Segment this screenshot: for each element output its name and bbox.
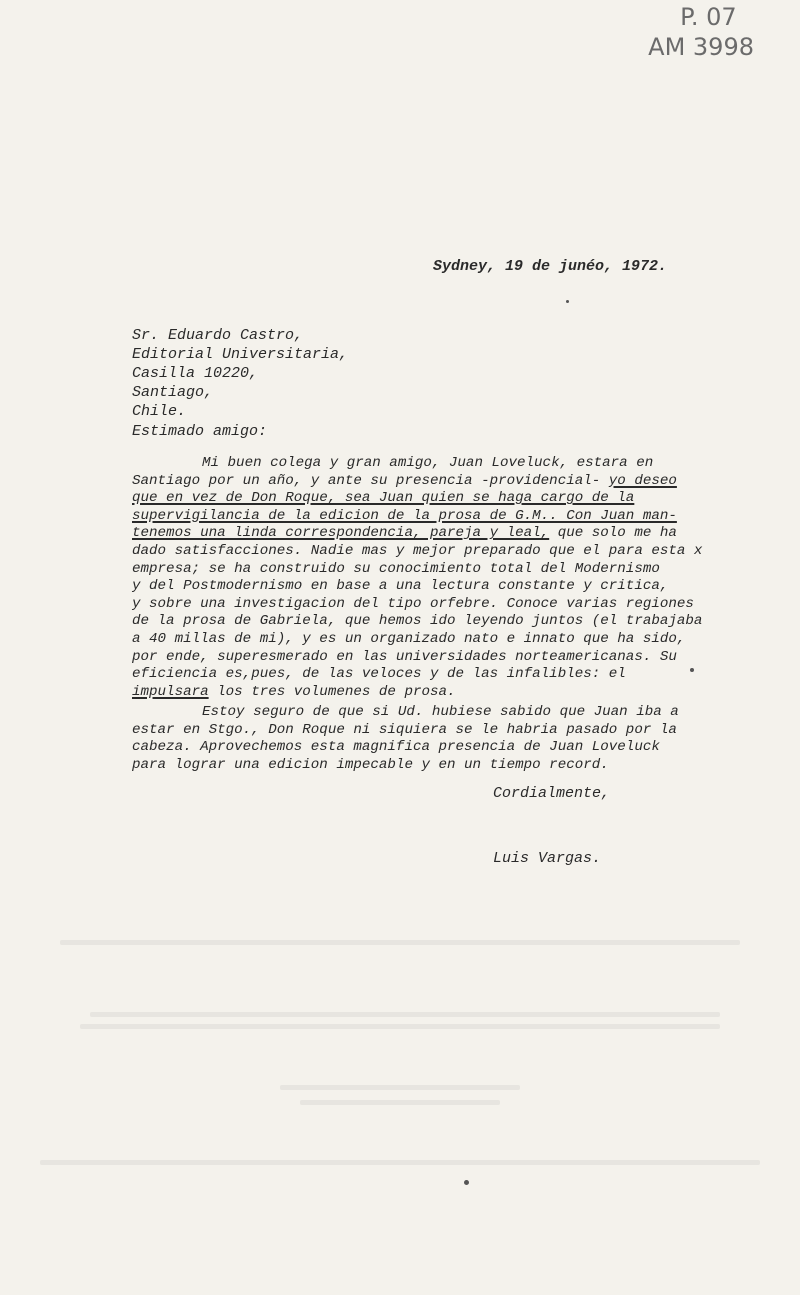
- ink-speck: [690, 668, 694, 672]
- address-line: Santiago,: [132, 384, 214, 401]
- text-segment: los tres volumenes de prosa.: [208, 683, 456, 700]
- body-paragraph-1: [132, 455, 702, 701]
- text-line: por ende, superesmerado en las universidades norteamericanas. Su: [132, 648, 677, 665]
- text-line: a 40 millas de mi), y es un organizado nato e innato que ha sido,: [132, 630, 686, 647]
- text-line: [132, 525, 702, 543]
- underlined-text-line: supervigilancia de la edicion de la prosa de G.M.. Con Juan man-: [132, 507, 677, 524]
- archive-code-line: P. 07: [680, 3, 737, 31]
- underlined-text-line: que en vez de Don Roque, sea Juan quien se haga cargo de la: [132, 490, 635, 507]
- underlined-text: yo deseo: [608, 472, 677, 489]
- text-segment: Santiago por un año, y ante su presencia -providencial-: [132, 472, 601, 489]
- text-line: y del Postmodernismo en base a una lectura constante y critica,: [132, 578, 669, 595]
- ink-speck: [464, 1180, 469, 1185]
- recipient-address: [132, 326, 348, 421]
- address-line: Editorial Universitaria,: [132, 346, 349, 363]
- text-line: Mi buen colega y gran amigo, Juan Loveluck, estara en: [202, 455, 654, 471]
- text-line: eficiencia es,pues, de las veloces y de las infalibles: el: [132, 666, 626, 683]
- archive-code-line: AM 3998: [648, 33, 754, 61]
- ink-speck: [566, 300, 569, 303]
- address-line: Casilla 10220,: [132, 365, 259, 382]
- text-line: empresa; se ha construido su conocimiento total del Modernismo: [132, 560, 660, 577]
- text-segment: que solo me ha: [549, 525, 677, 542]
- text-line: estar en Stgo., Don Roque ni siquiera se le habria pasado por la: [132, 721, 677, 738]
- text-line: Estoy seguro de que si Ud. hubiese sabido que Juan iba a: [202, 704, 679, 720]
- show-through-line: [90, 1012, 720, 1017]
- text-line: dado satisfacciones. Nadie mas y mejor preparado que el para esta x: [132, 542, 703, 559]
- show-through-line: [80, 1024, 720, 1029]
- underlined-text: tenemos una linda correspondencia, pareja y leal,: [132, 525, 550, 542]
- underlined-text: impulsara: [132, 683, 209, 700]
- address-line: Chile.: [132, 403, 187, 420]
- letter-date: Sydney, 19 de junéo, 1972.: [433, 258, 668, 275]
- text-line: [132, 684, 702, 702]
- show-through-line: [40, 1160, 760, 1165]
- text-line: [132, 473, 702, 491]
- show-through-line: [300, 1100, 500, 1105]
- signature: Luis Vargas.: [493, 850, 602, 867]
- text-line: de la prosa de Gabriela, que hemos ido leyendo juntos (el trabajaba: [132, 613, 703, 630]
- address-line: Sr. Eduardo Castro,: [132, 327, 304, 344]
- closing: Cordialmente,: [493, 785, 611, 802]
- archive-code: [648, 2, 754, 62]
- text-line: para lograr una edicion impecable y en un tiempo record.: [132, 756, 609, 773]
- body-paragraph-2: [132, 704, 679, 774]
- text-line: cabeza. Aprovechemos esta magnifica presencia de Juan Loveluck: [132, 739, 660, 756]
- show-through-line: [60, 940, 740, 945]
- text-line: y sobre una investigacion del tipo orfebre. Conoce varias regiones: [132, 595, 694, 612]
- show-through-line: [280, 1085, 520, 1090]
- salutation: Estimado amigo:: [132, 423, 268, 440]
